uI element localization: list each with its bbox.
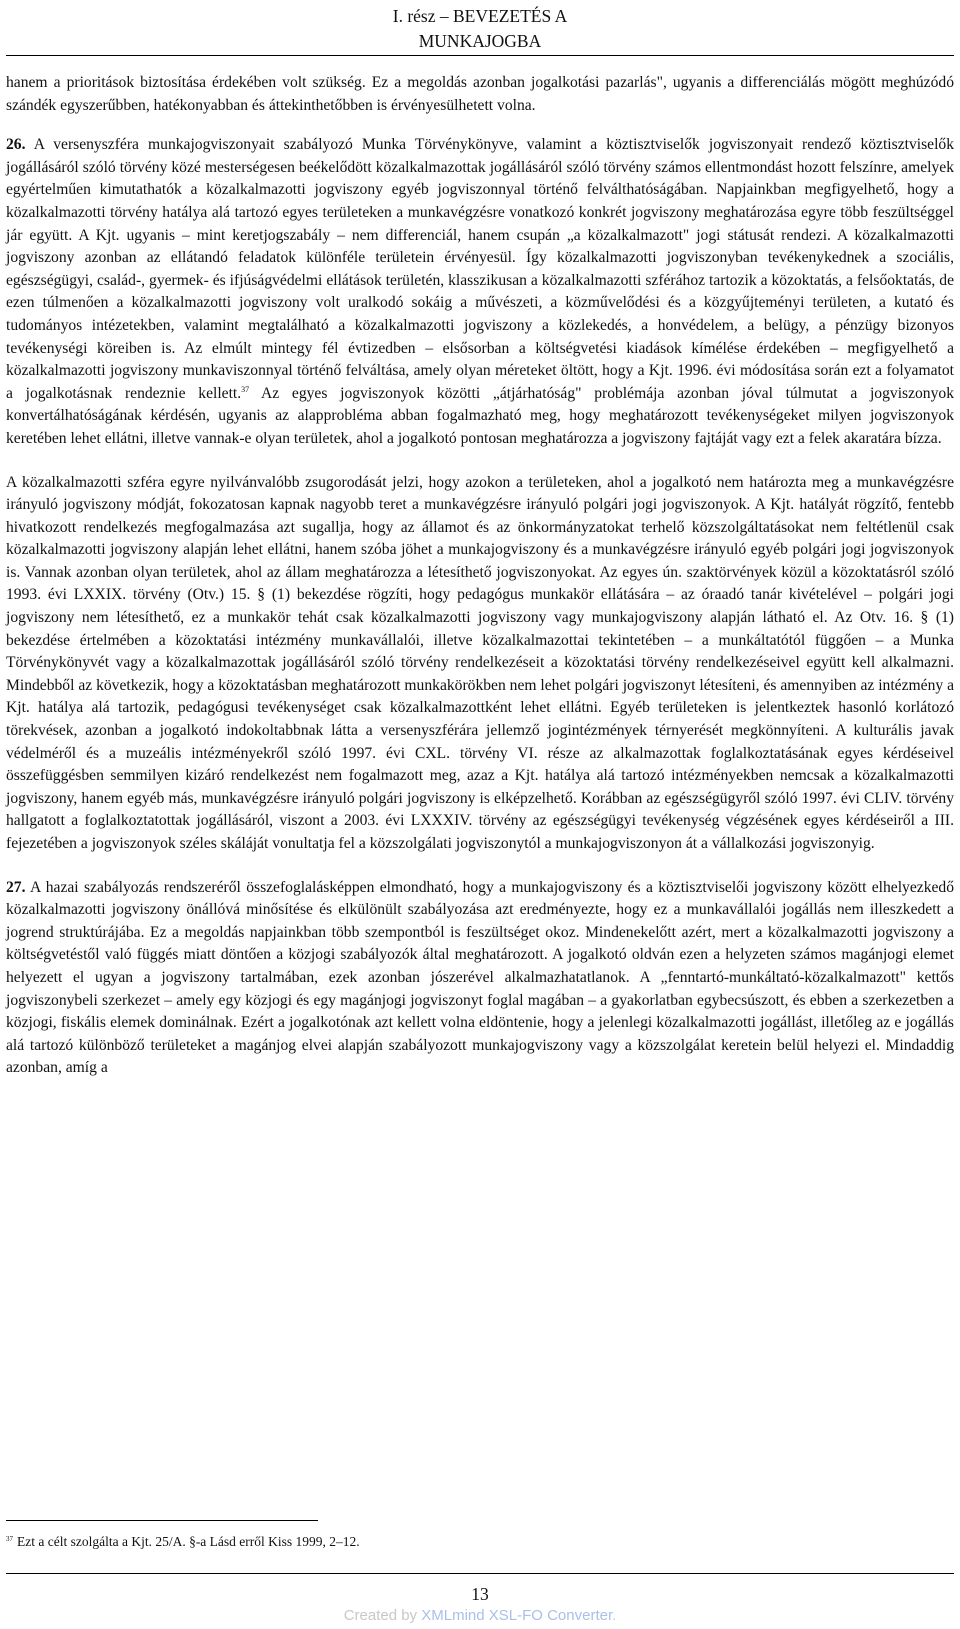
footnote-reference[interactable]: 37 [241, 384, 250, 394]
header-line-1: I. rész – BEVEZETÉS A [392, 6, 568, 26]
footnote-rule [6, 1520, 318, 1521]
paragraph-continuation [6, 72, 954, 117]
footnote-text: Ezt a célt szolgálta a Kjt. 25/A. §-a Lásd erről Kiss 1999, 2–12. [17, 1534, 360, 1549]
paragraph-number: 27. [6, 878, 26, 896]
running-header [0, 4, 960, 54]
credit-prefix: Created by [343, 1607, 422, 1624]
paragraph-26 [6, 134, 954, 450]
paragraph-text: A hazai szabályozás rendszeréről összefoglalásképpen elmondható, hogy a munkajogviszony és a köztisztviselői jogviszony között elhelyezkedő közalkalmazotti jogviszony önállóvá minősítése és elkülönült szabályozása azt eredményezte, hogy ez a munkavállalói jogállás nem illeszkedett a jogrend struktúrájába. Ez a megoldás napjainkban több szempontból is feszültséget okoz. Mindenekelőtt azért, mert a közalkalmazotti jogviszony a költségvetéstől való függés miatt döntően a közjogi szabályozók által meghatározott. A jogalkotó oldván ezen a helyzeten számos magánjogi elemet helyezett el ugyan a jogviszony tartalmában, ezek azonban jószerével alkalmazhatatlanok. A „fenntartó-munkáltató-közalkalmazott" kettős jogviszonybeli szerkezet – amely egy közjogi és egy magánjogi jogviszonyt foglal magában – a gyakorlatban egybecsúszott, és ebben a szerkezetben a közjogi, fiskális elemek dominálnak. Ezért a jogalkotónak azt kellett volna eldöntenie, hogy a jelenlegi közalkalmazotti jogállást, illetőleg az e jogállás alá tartozó különböző területeket a magánjog elvei alapján szabályozott munkajogviszony vagy a közszolgálat keretein belül helyezi el. Mindaddig azonban, amíg a [6, 878, 954, 1077]
paragraph-public-sector [6, 472, 954, 856]
credit-brand-link[interactable]: XMLmind XSL-FO Converter [421, 1607, 613, 1624]
paragraph-number: 26. [6, 136, 26, 154]
footnote-number: 37 [6, 1534, 13, 1543]
footnote [6, 1534, 360, 1550]
header-rule [6, 55, 954, 56]
page-number: 13 [471, 1584, 489, 1604]
paragraph-27 [6, 877, 954, 1080]
credit-suffix: . [612, 1607, 617, 1624]
paragraph-text: hanem a prioritások biztosítása érdekében volt szükség. Ez a megoldás azonban jogalkotási pazarlás", ugyanis a differenciálás mögött meghúzódó szándék egyszerűbben, hatékonyabban és áttekinthetőbben is érvényesülhetett volna. [6, 74, 954, 114]
paragraph-text: A versenyszféra munkajogviszonyait szabályozó Munka Törvénykönyve, valamint a köztisztviselők jogviszonyait rendező köztisztviselők jogállásáról szóló törvény közé mesterségesen beékelődött közalkalmazottak jogállásáról szóló törvény számos ellentmondást hozott felszínre, amelyek egyértelműen kimutathatók a közalkalmazotti jogviszony egyéb jogviszonnyal történő felválthatóságában. Napjainkban megfigyelhető, hogy a közalkalmazotti törvény hatálya alá tartozó egyes területeken a munkavégzésre vonatkozó konkrét jogviszony meghatározása egyre több feszültséggel jár együtt. A Kjt. ugyanis – mint keretjogszabály – nem differenciál, hanem csupán „a közalkalmazott" jogi státusát rendezi. A közalkalmazotti jogviszony azonban az ellátandó feladatok különféle területein érvényesül. Így közalkalmazotti jogviszonyban tevékenykednek a szociális, egészségügyi, család-, gyermek- és ifjúságvédelmi ellátások területén, klasszikusan a közalkalmazotti szférához tartozik a közoktatás, a felsőoktatás, de ezen túlmenően a közalkalmazotti jogviszony volt uralkodó sokáig a művészeti, a közművelődési és a közgyűjteményi területen, a kutató és tudományos intézetekben, valamint megtalálható a közalkalmazotti jogviszony a közlekedés, a honvédelem, a belügy, a pénzügy bizonyos tevékenységi köreiben is. Az elmúlt mintegy fél évtizedben – elsősorban a költségvetési kiadások kímélése érdekében – megfigyelhető a közalkalmazotti jogviszony munkaviszonnyal történő felváltása, amely olyan méreteket öltött, hogy a Kjt. 1996. évi módosítása során ezt a folyamatot a jogalkotásnak rendeznie kellett. [6, 136, 954, 402]
body-text [6, 72, 954, 1101]
converter-credit [0, 1606, 960, 1626]
paragraph-text: A közalkalmazotti szféra egyre nyilvánvalóbb zsugorodását jelzi, hogy azokon a területeken, ahol a jogalkotó nem határozta meg a munkavégzésre irányuló jogviszony módját, fokozatosan kapnak nagyobb teret a munkavégzésre irányuló polgári jogi jogviszonyok. A Kjt. hatályát rögzítő, fentebb hivatkozott rendelkezés megfogalmazása azt sugallja, hogy az államot és az önkormányzatokat terhelő közszolgáltatásokat nem feltétlenül csak közalkalmazotti jogviszony alapján lehet ellátni, hanem szóba jöhet a munkajogviszony és a munkavégzésre irányuló egyéb polgári jogi jogviszonyok is. Vannak azonban olyan területek, ahol az állam meghatározza a létesíthető jogviszonyokat. Az egyes ún. szaktörvények közül a közoktatásról szóló 1993. évi LXXIX. törvény (Otv.) 15. § (1) bekezdése rögzíti, hogy pedagógus munkakör ellátására – az óraadó tanár kivételével – polgári jogi jogviszony nem létesíthető, ez a munkakör tehát csak közalkalmazotti jogviszony vagy munkajogviszony alapján látható el. Az Otv. 16. § (1) bekezdése értelmében a közoktatási intézmény munkavállalói, illetve közalkalmazottai tekintetében – a munkáltatótól függően – a Munka Törvénykönyvét vagy a közalkalmazottak jogállásáról szóló törvény rendelkezéseit a közoktatási törvény rendelkezéseivel együtt kell alkalmazni. Mindebből az következik, hogy a közoktatásban meghatározott munkakörökben nem lehet polgári jogviszonyt létesíteni, és amennyiben az intézmény a Kjt. hatálya alá tartozik, pedagógusi tevékenységet csak közalkalmazottként lehet ellátni. Egyéb területeken is jelentkeztek hasonló korlátozó törekvések, azonban a jogalkotó indokoltabbnak látta a versenyszférára jellemző jogintézmények térnyerését megkönnyíteni. A kulturális javak védelméről és a muzeális intézményekről szóló 1997. évi CXL. törvény VI. része az alkalmazottak foglalkoztatásának egyes kérdéseivel összefüggésben semmilyen kizáró rendelkezést nem fogalmazott meg, azaz a Kjt. hatálya alá tartozó intézményekben nemcsak a közalkalmazotti jogviszony, hanem egyéb más, munkavégzésre irányuló polgári jogviszony is elképzelhető. Korábban az egészségügyről szóló 1997. évi CLIV. törvény hallgatott a foglalkoztatottak jogállásáról, viszont a 2003. évi LXXXIV. törvény az egészségügyi tevékenység végzésének egyes kérdéseiről a III. fejezetében a jogviszonyok széles skáláját vonultatja fel a közszolgálati jogviszonytól a munkajogviszonyon át a vállalkozási jogviszonyig. [6, 473, 954, 852]
header-line-2: MUNKAJOGBA [418, 31, 542, 51]
paragraph-text-continued: Az egyes jogviszonyok közötti „átjárhatóság" problémája azonban jóval túlmutat a jogviszonyok konvertálhatóságának kérdésén, ugyanis az alapprobléma abban fogalmazható meg, hogy meghatározott tevékenységeket milyen jogviszonyok keretében lehet ellátni, illetve vannak-e olyan területek, ahol a jogalkotó pontosan meghatározza a jogviszony fajtáját vagy ezt a felek akaratára bízza. [6, 384, 954, 447]
footer-rule [6, 1573, 954, 1574]
